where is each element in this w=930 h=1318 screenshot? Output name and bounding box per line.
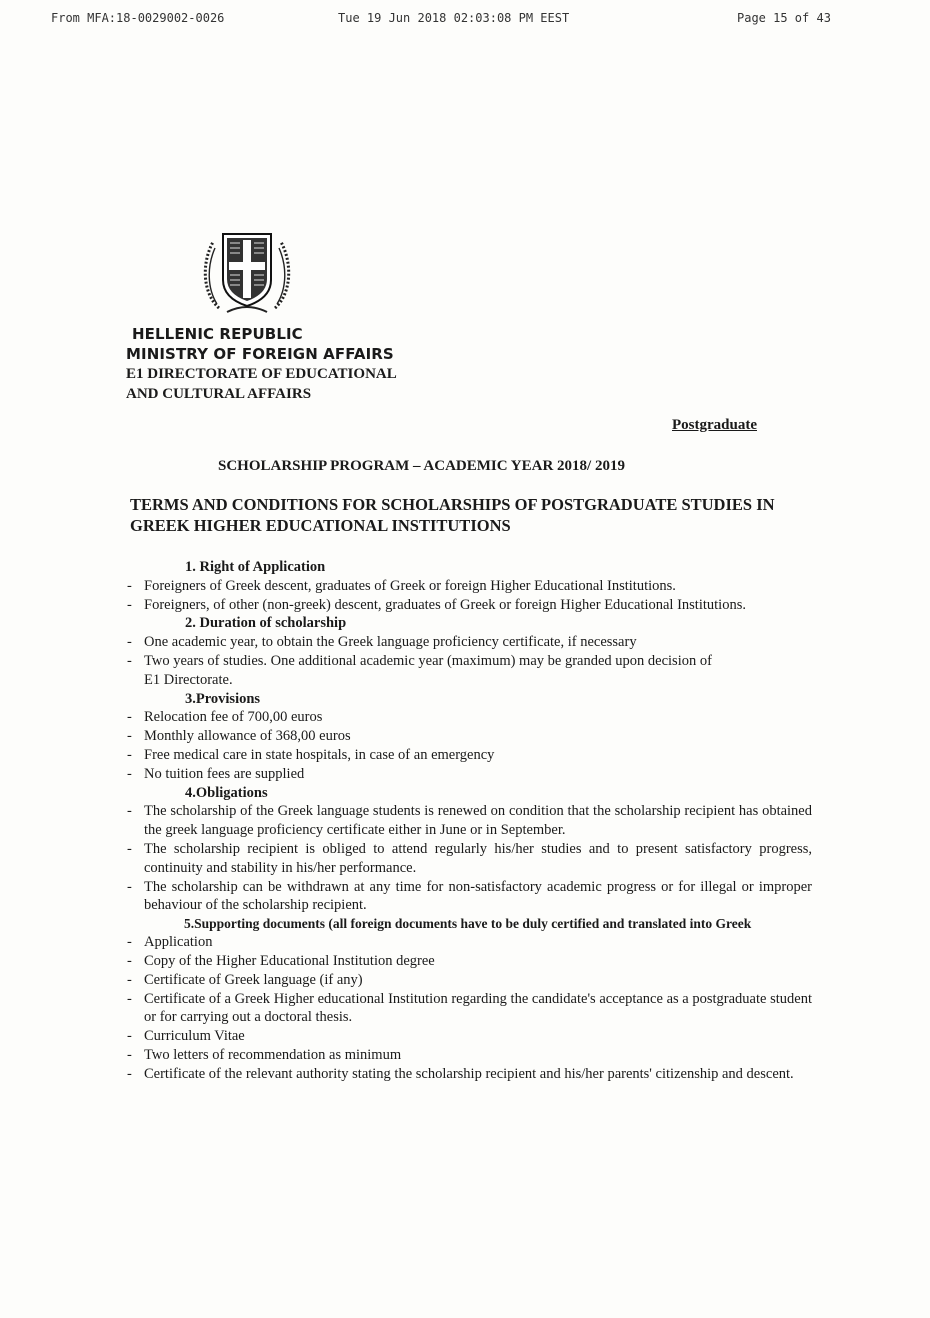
greek-coat-of-arms-icon [199, 224, 295, 316]
list-item-text: Foreigners, of other (non-greek) descent, graduates of Greek or foreign Higher Educational Institutions. [144, 596, 746, 613]
list-item [127, 727, 812, 746]
fax-page-number: Page 15 of 43 [737, 11, 831, 25]
bullet: - [127, 765, 132, 782]
bullet: - [127, 971, 132, 988]
bullet: - [127, 709, 132, 726]
list-item-text: Curriculum Vitae [144, 1028, 245, 1045]
list-item [127, 971, 812, 990]
issuer-directorate-cont: AND CULTURAL AFFAIRS [126, 386, 312, 402]
list-item-text: The scholarship of the Greek language students is renewed on condition that the scholarship recipient has obtained the greek language proficiency certificate either in June or in September. [144, 803, 812, 839]
list-item [127, 765, 812, 784]
bullet: - [127, 840, 132, 857]
bullet: - [127, 803, 132, 820]
issuer-ministry: MINISTRY OF FOREIGN AFFAIRS [126, 345, 394, 363]
list-item [127, 1046, 812, 1065]
bullet: - [127, 634, 132, 651]
list-item-text: The scholarship can be withdrawn at any time for non-satisfactory academic progress or for illegal or improper behaviour of the scholarship recipient. [144, 878, 812, 914]
terms-title: TERMS AND CONDITIONS FOR SCHOLARSHIPS OF POSTGRADUATE STUDIES IN GREEK HIGHER EDUCATIONAL INSTITUTIONS [130, 495, 775, 535]
section-heading: 1. Right of Application [185, 559, 326, 575]
document-body [127, 558, 812, 1084]
bullet: - [127, 577, 132, 594]
list-item [127, 652, 812, 671]
bullet: - [127, 728, 132, 745]
section-heading: 4.Obligations [185, 784, 268, 801]
bullet: - [127, 652, 132, 669]
list-item [127, 708, 812, 727]
list-item-text: Certificate of a Greek Higher educational Institution regarding the candidate's acceptance as a postgraduate student or for carrying out a doctoral thesis. [144, 990, 812, 1026]
list-item-text: No tuition fees are supplied [144, 765, 305, 782]
list-item-continuation: E1 Directorate. [144, 671, 233, 688]
section-heading: 3.Provisions [185, 690, 261, 707]
section-heading: 5.Supporting documents (all foreign documents have to be duly certified and translated into Greek [184, 916, 752, 932]
list-item-text: Application [144, 934, 213, 951]
list-item [127, 577, 812, 596]
list-item-text: The scholarship recipient is obliged to attend regularly his/her studies and to present satisfactory progress, continuity and stability in his/her performance. [144, 840, 812, 876]
issuer-country: HELLENIC REPUBLIC [132, 325, 303, 343]
list-item-text: Foreigners of Greek descent, graduates of Greek or foreign Higher Educational Institutions. [144, 577, 676, 594]
list-item-text: Two letters of recommendation as minimum [144, 1046, 402, 1063]
bullet: - [127, 878, 132, 895]
list-item-text: Relocation fee of 700,00 euros [144, 709, 323, 726]
fax-sender: From MFA:18-0029002-0026 [51, 11, 225, 25]
list-item [127, 933, 812, 952]
bullet: - [127, 1065, 132, 1082]
list-item [127, 952, 812, 971]
issuer-directorate: E1 DIRECTORATE OF EDUCATIONAL [126, 366, 397, 382]
list-item [127, 596, 812, 615]
program-title: SCHOLARSHIP PROGRAM – ACADEMIC YEAR 2018/ 2019 [218, 458, 625, 474]
list-item [127, 746, 812, 765]
bullet: - [127, 934, 132, 951]
list-item-text: Certificate of Greek language (if any) [144, 971, 363, 988]
list-item-text: One academic year, to obtain the Greek language proficiency certificate, if necessary [144, 634, 637, 651]
list-item [127, 840, 812, 878]
bullet: - [127, 746, 132, 763]
list-item [127, 878, 812, 916]
list-item [127, 990, 812, 1028]
list-item-text: Copy of the Higher Educational Institution degree [144, 952, 435, 969]
category-label: Postgraduate [672, 417, 757, 433]
list-item [127, 802, 812, 840]
bullet: - [127, 1046, 132, 1063]
list-item-text: Two years of studies. One additional academic year (maximum) may be granded upon decision of [144, 652, 712, 669]
section-heading: 2. Duration of scholarship [185, 615, 347, 632]
list-item [127, 1027, 812, 1046]
issuer-block [126, 324, 397, 404]
bullet: - [127, 952, 132, 969]
list-item-text: Certificate of the relevant authority stating the scholarship recipient and his/her parents' citizenship and descent. [144, 1065, 794, 1082]
list-item [127, 633, 812, 652]
bullet: - [127, 1028, 132, 1045]
list-item-text: Monthly allowance of 368,00 euros [144, 728, 351, 745]
list-item [127, 1065, 812, 1084]
bullet: - [127, 596, 132, 613]
bullet: - [127, 990, 132, 1007]
fax-datetime: Tue 19 Jun 2018 02:03:08 PM EEST [338, 11, 570, 25]
list-item-text: Free medical care in state hospitals, in case of an emergency [144, 746, 495, 763]
